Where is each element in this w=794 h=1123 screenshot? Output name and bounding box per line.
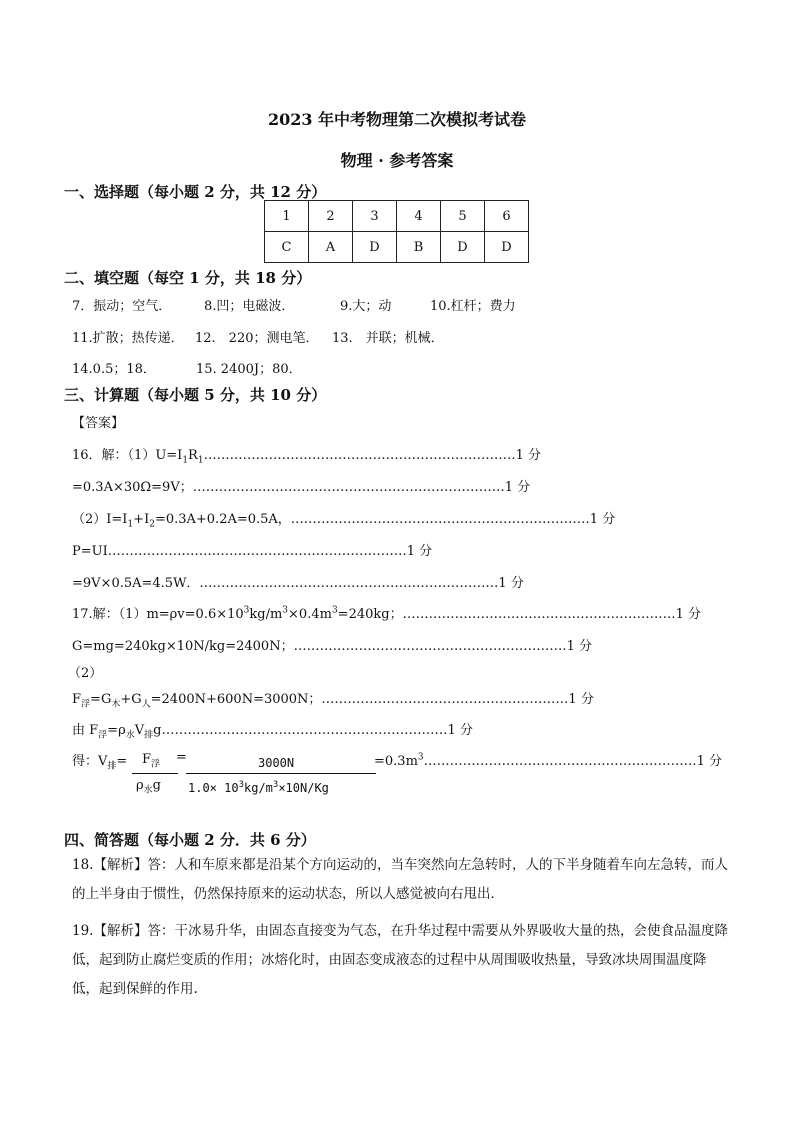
section-heading-calc: 三、计算题（每小题 5 分，共 10 分） [64, 386, 327, 404]
table-cell: A [309, 232, 353, 263]
subscript: 水 [125, 730, 135, 741]
table-row-numbers [265, 201, 529, 232]
text: ………………………………………………………………1 分 [203, 448, 541, 463]
subscript: 1 [182, 455, 189, 466]
answer-tag: 【答案】 [72, 416, 125, 431]
text: =2400N+600N=3000N；…………………………………………………1 分 [150, 692, 594, 707]
subscript: 浮 [81, 699, 91, 710]
equals-sign: = [176, 750, 187, 765]
superscript: 3 [282, 605, 289, 616]
calc-line-17-6-lead [72, 750, 127, 772]
brief-answer-19: 19.【解析】答：干冰易升华，由固态直接变为气态，在升华过程中需要从外界吸收大量的热，会使食品温度降低，起到防止腐烂变质的作用；冰熔化时，由固态变成液态的过程中从周围吸收热量，导致冰块周围温度降低，起到保鲜的作用. [72, 923, 728, 997]
fraction-1-line [132, 773, 178, 774]
superscript: 3 [417, 752, 424, 763]
table-cell: D [441, 232, 485, 263]
text: =0.3A+0.2A=0.5A，……………………………………………………………1 分 [154, 512, 616, 527]
section-heading-choice: 一、选择题（每小题 2 分，共 12 分） [64, 183, 327, 201]
subscript: 浮 [151, 759, 161, 770]
table-cell: D [485, 232, 529, 263]
subscript: 木 [111, 699, 121, 710]
calc-line-17-6-result [374, 750, 722, 769]
table-cell: D [353, 232, 397, 263]
text: +I [133, 512, 150, 527]
text: ×0.4m [288, 607, 332, 622]
text: 由 F [72, 723, 99, 738]
table-cell: 2 [309, 201, 353, 232]
fill-answer-9: 9.大；动 [340, 299, 392, 314]
text: 1.0× 10 [188, 781, 239, 795]
superscript: 3 [272, 780, 279, 790]
section-heading-brief: 四、简答题（每小题 2 分．共 6 分） [64, 831, 316, 849]
text: V [134, 723, 145, 738]
text: 17.解：（1）m=ρv=0.6×10 [72, 607, 244, 622]
fraction-1-denominator [136, 778, 161, 796]
subscript: 人 [141, 699, 151, 710]
superscript: 3 [331, 605, 338, 616]
text: =G [90, 692, 112, 707]
subscript: 浮 [98, 730, 108, 741]
text: ×10N/Kg [278, 781, 329, 795]
table-row-answers [265, 232, 529, 263]
text: =240kg；………………………………………………………1 分 [337, 607, 701, 622]
text: kg/m [249, 607, 283, 622]
text: g…………………………………………………………1 分 [153, 723, 473, 738]
fill-answer-13: 13. 并联；机械． [332, 331, 444, 346]
subscript: 2 [149, 519, 155, 530]
calc-line-16-3 [72, 508, 615, 530]
text: +G [120, 692, 142, 707]
subscript: 排 [144, 730, 154, 741]
subscript: 水 [143, 785, 153, 796]
subscript: 1 [127, 519, 134, 530]
fill-answer-12: 12. 220；测电笔． [195, 331, 319, 346]
table-cell: B [397, 232, 441, 263]
fill-answer-15: 15. 2400J；80． [196, 362, 302, 377]
text: ρ [136, 778, 144, 793]
choice-answer-table [264, 200, 529, 263]
text: =0.3m [374, 754, 418, 769]
page-title: 2023 年中考物理第二次模拟考试卷 [267, 110, 527, 129]
fraction-2-line [186, 773, 376, 774]
table-cell: C [265, 232, 309, 263]
table-cell: 6 [485, 201, 529, 232]
subscript: 排 [107, 761, 117, 772]
table-cell: 4 [397, 201, 441, 232]
text: F [72, 692, 82, 707]
fill-answer-11: 11.扩散；热传递． [72, 331, 184, 346]
calc-line-16-1 [72, 444, 541, 466]
fraction-2-numerator: 3000N [258, 756, 295, 770]
superscript: 3 [238, 780, 244, 790]
calc-line-17-4 [72, 688, 594, 710]
text: ………………………………………………………1 分 [423, 754, 723, 769]
fill-answer-14: 14.0.5；18． [72, 362, 156, 377]
text: R [188, 448, 198, 463]
fraction-2-denominator [188, 780, 329, 795]
text: （2）I=I [72, 512, 128, 527]
fill-answer-10: 10.杠杆；费力 [430, 299, 516, 314]
text: kg/m [244, 781, 273, 795]
calc-line-17-1 [72, 603, 701, 622]
text: = [116, 754, 128, 769]
calc-line-16-5: =9V×0.5A=4.5W．……………………………………………………………1 分 [72, 576, 524, 591]
page-subtitle: 物理 · 参考答案 [340, 151, 454, 170]
fill-answer-7: 7．振动；空气． [72, 299, 172, 314]
section-heading-fill: 二、填空题（每空 1 分，共 18 分） [64, 269, 312, 287]
calc-line-16-4: P=UI……………………………………………………………1 分 [72, 544, 433, 559]
subscript: 1 [197, 455, 204, 466]
table-cell: 5 [441, 201, 485, 232]
brief-answer-18: 18.【解析】答：人和车原来都是沿某个方向运动的，当车突然向左急转时，人的下半身随着车向左急转，而人的上半身由于惯性，仍然保持原来的运动状态，所以人感觉被向右甩出． [72, 857, 728, 902]
table-cell: 1 [265, 201, 309, 232]
text: 得：V [72, 754, 108, 769]
fraction-1-numerator [142, 752, 160, 770]
text: 16．解：（1）U=I [72, 448, 183, 463]
calc-line-17-2: G=mg=240kg×10N/kg=2400N；………………………………………………………1 分 [72, 639, 592, 654]
text: F [142, 752, 152, 767]
text: =ρ [107, 723, 126, 738]
superscript: 3 [243, 605, 250, 616]
fill-answer-8: 8.凹；电磁波． [204, 299, 295, 314]
table-cell: 3 [353, 201, 397, 232]
text: g [152, 778, 161, 793]
calc-line-17-3: （2） [68, 666, 103, 681]
calc-line-16-2: =0.3A×30Ω=9V；………………………………………………………………1 分 [72, 480, 531, 495]
calc-line-17-5 [72, 719, 473, 741]
